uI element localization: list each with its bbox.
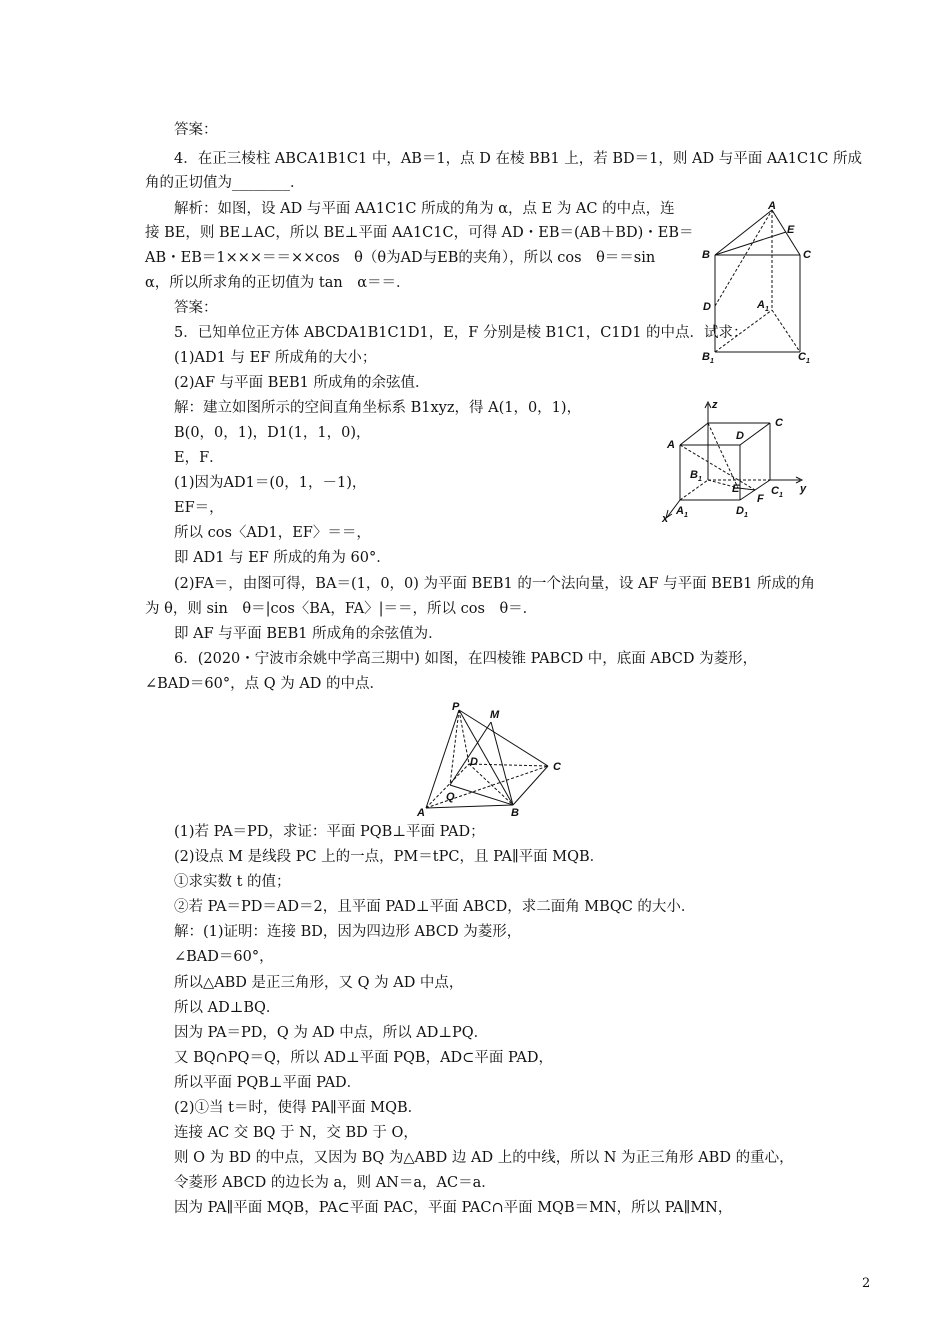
text-line: 5．已知单位正方体 ABCDA1B1C1D1，E，F 分别是棱 B1C1，C1D1 的中点．试求： (174, 325, 748, 341)
label-sub: 1 (779, 492, 783, 499)
text-line: 因为 PA＝PD，Q 为 AD 中点，所以 AD⊥PQ． (174, 1025, 489, 1041)
prism-figure (697, 200, 817, 365)
label-A1: A (676, 505, 684, 517)
label-A: A (417, 807, 425, 819)
text-line: α，所以所求角的正切值为 tan α＝＝． (145, 275, 411, 291)
label-sub: 1 (744, 512, 748, 519)
label-P: P (452, 701, 460, 713)
text-line: 即 AD1 与 EF 所成的角为 60°． (174, 550, 391, 566)
text-line: 令菱形 ABCD 的边长为 a，则 AN＝a，AC＝a． (174, 1175, 496, 1191)
label-sub: 1 (684, 512, 688, 519)
label-M: M (490, 709, 500, 721)
label-C: C (553, 761, 561, 773)
text-line: (1)AD1 与 EF 所成角的大小； (174, 350, 377, 366)
text-line: 所以平面 PQB⊥平面 PAD． (174, 1075, 362, 1091)
label-E: E (732, 483, 740, 495)
text-line: 接 BE，则 BE⊥AC，所以 BE⊥平面 AA1C1C，可得 AD・EB＝(AB＋BD)・EB＝ (145, 225, 694, 241)
label-A: A (768, 200, 776, 212)
text-line: 所以 AD⊥BQ． (174, 1000, 281, 1016)
text-line: 解析：如图，设 AD 与平面 AA1C1C 所成的角为 α，点 E 为 AC 的中点，连 (174, 201, 675, 217)
text-line: (2)①当 t＝时，使得 PA∥平面 MQB． (174, 1100, 423, 1116)
label-y: y (800, 483, 807, 495)
text-line: 即 AF 与平面 BEB1 所成角的余弦值为． (174, 626, 443, 642)
text-line: AB・EB＝1×××＝＝××cos θ（θ为AD与EB的夹角），所以 cos θ＝＝sin (145, 250, 656, 266)
text-line: 所以 cos〈AD1，EF〉＝＝， (174, 525, 371, 541)
text-line: ∠BAD＝60°， (174, 949, 274, 965)
label-A: A (667, 439, 675, 451)
label-x: x (662, 513, 669, 525)
label-C1: C (771, 485, 779, 497)
text-line: (1)若 PA＝PD，求证：平面 PQB⊥平面 PAD； (174, 824, 485, 840)
label-C: C (803, 249, 811, 261)
label-Q: Q (446, 791, 455, 803)
label-C: C (775, 417, 783, 429)
label-B: B (511, 807, 519, 819)
label-B: B (702, 249, 710, 261)
label-D: D (703, 301, 711, 313)
label-sub: 1 (765, 306, 769, 313)
text-line: (2)FA＝，由图可得，BA＝(1，0，0) 为平面 BEB1 的一个法向量，设 AF 与平面 BEB1 所成的角 (174, 576, 815, 592)
label-sub: 1 (698, 476, 702, 483)
text-line: 解：建立如图所示的空间直角坐标系 B1xyz，得 A(1，0，1)， (174, 400, 582, 416)
label-sub: 1 (710, 358, 714, 365)
text-line: 因为 PA∥平面 MQB，PA⊂平面 PAC，平面 PAC∩平面 MQB＝MN，所以 PA∥MN， (174, 1200, 733, 1216)
label-D: D (470, 756, 478, 768)
pyramid-figure (413, 700, 573, 820)
label-sub: 1 (806, 358, 810, 365)
text-line: 解：(1)证明：连接 BD，因为四边形 ABCD 为菱形， (174, 924, 522, 940)
text-line: 为 θ，则 sin θ＝|cos〈BA，FA〉|＝＝，所以 cos θ＝． (145, 601, 538, 617)
label-B1: B (702, 351, 710, 363)
cube-figure (660, 398, 810, 526)
label-A1: A (757, 299, 765, 311)
label-F: F (757, 493, 764, 505)
text-line: ②若 PA＝PD＝AD＝2，且平面 PAD⊥平面 ABCD，求二面角 MBQC 的大小． (174, 899, 696, 915)
text-line: (2)设点 M 是线段 PC 上的一点，PM＝tPC，且 PA∥平面 MQB． (174, 849, 605, 865)
text-line: 又 BQ∩PQ＝Q，所以 AD⊥平面 PQB，AD⊂平面 PAD， (174, 1050, 553, 1066)
label-B1: B (690, 469, 698, 481)
text-line: (2)AF 与平面 BEB1 所成角的余弦值． (174, 375, 430, 391)
label-z: z (712, 399, 718, 411)
text-line: 则 O 为 BD 的中点，又因为 BQ 为△ABD 边 AD 上的中线，所以 N 为正三角形 ABD 的重心， (174, 1150, 794, 1166)
text-line: 所以△ABD 是正三角形，又 Q 为 AD 中点， (174, 975, 464, 991)
text-line: ①求实数 t 的值； (174, 874, 291, 890)
text-line: 6．(2020・宁波市余姚中学高三期中) 如图，在四棱锥 PABCD 中，底面 ABCD 为菱形， (174, 651, 758, 667)
text-line: (1)因为AD1＝(0，1，－1)， (174, 475, 367, 491)
page-number: 2 (862, 1276, 871, 1291)
label-D: D (736, 430, 744, 442)
label-C1: C (798, 351, 806, 363)
text-line: EF＝， (174, 500, 224, 516)
text-line: 答案： (174, 122, 218, 138)
text-line: 答案： (174, 300, 218, 316)
text-line: B(0，0，1)，D1(1，1，0)， (174, 425, 371, 441)
text-line: 4．在正三棱柱 ABCA1B1C1 中，AB＝1，点 D 在棱 BB1 上，若 BD＝1，则 AD 与平面 AA1C1C 所成 (174, 151, 863, 167)
text-line: 角的正切值为________． (145, 175, 305, 191)
text-line: E，F． (174, 450, 224, 466)
text-line: 连接 AC 交 BQ 于 N，交 BD 于 O， (174, 1125, 418, 1141)
text-line: ∠BAD＝60°，点 Q 为 AD 的中点． (145, 676, 385, 692)
label-D1: D (736, 505, 744, 517)
label-E: E (787, 224, 795, 236)
